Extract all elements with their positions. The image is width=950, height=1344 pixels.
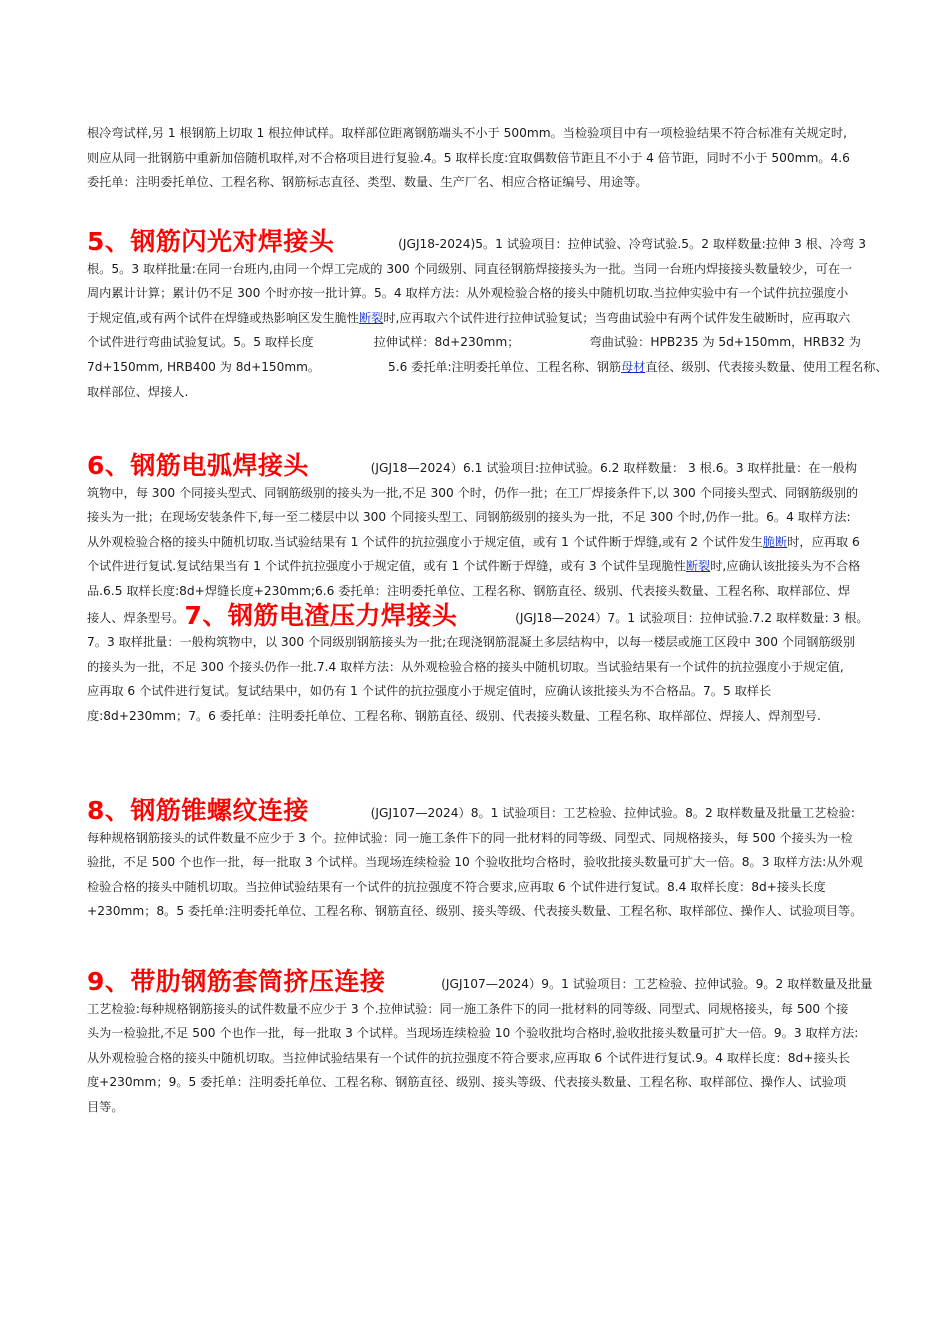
text-line: 目等。 bbox=[87, 1099, 124, 1114]
text-line: 度:8d+230mm；7。6 委托单：注明委托单位、工程名称、钢筋直径、级别、代表接头数量、工程名称、取样部位、焊接人、焊剂型号. bbox=[87, 708, 821, 723]
text-segment: 直径、级别、代表接头数量、使用工程名称、 bbox=[645, 359, 888, 374]
section-heading: 8、钢筋锥螺纹连接 bbox=[87, 796, 309, 825]
text-segment: 时，应再取 6 bbox=[787, 534, 860, 549]
text-segment: 从外观检验合格的接头中随机切取.当试验结果有 1 个试件的抗拉强度小于规定值，或有 1 个试件断于焊缝,或有 2 个试件发生 bbox=[87, 534, 763, 549]
text-line: 根。5。3 取样批量:在同一台班内,由同一个焊工完成的 300 个同级别、同直径钢筋焊接接头为一批。当同一台班内焊接接头数量较少，可在一 bbox=[87, 261, 853, 276]
text-segment: 个试件进行弯曲试验复试。5。5 取样长度 bbox=[87, 335, 314, 350]
text-segment: 时,应确认该批接头为不合格 bbox=[710, 559, 861, 574]
text-line: 的接头为一批，不足 300 个接头仍作一批.7.4 取样方法：从外观检验合格的接头中随机切取。当试验结果有一个试件的抗拉强度小于规定值, bbox=[87, 659, 844, 674]
text-line: 7。3 取样批量：一般构筑物中，以 300 个同级别钢筋接头为一批;在现浇钢筋混凝土多层结构中，以每一楼层或施工区段中 300 个同钢筋级别 bbox=[87, 635, 856, 650]
text-line: 从外观检验合格的接头中随机切取。当拉伸试验结果有一个试件的抗拉强度不符合要求,应再取 6 个试件进行复试.9。4 取样长度：8d+接头长 bbox=[87, 1050, 851, 1065]
text-line: 检验合格的接头中随机切取。当拉伸试验结果有一个试件的抗拉强度不符合要求,应再取 6 个试件进行复试。8.4 取样长度：8d+接头长度 bbox=[87, 879, 826, 894]
text-line: 取样部位、焊接人. bbox=[87, 384, 189, 399]
text-line: (JGJ107—2024）9。1 试验项目：工艺检验、拉伸试验。9。2 取样数量及批量 bbox=[441, 977, 873, 991]
text-line: (JGJ18—2024）6.1 试验项目:拉伸试验。6.2 取样数量： 3 根.6。3 取样批量：在一般构 bbox=[370, 461, 858, 475]
section-5 bbox=[87, 227, 888, 404]
section-8 bbox=[87, 796, 887, 924]
text-segment: 于规定值,或有两个试件在焊缝或热影响区发生脆性 bbox=[87, 310, 359, 325]
section-9 bbox=[87, 967, 887, 1120]
text-segment: 7d+150mm, HRB400 为 8d+150mm。 bbox=[87, 359, 321, 374]
section-heading: 7、钢筋电渣压力焊接头 bbox=[184, 600, 458, 630]
text-line: 头为一检验批,不足 500 个也作一批，每一批取 3 个试样。当现场连续检验 10 个验收批均合格时,验收批接头数量可扩大一倍。9。3 取样方法: bbox=[87, 1026, 859, 1041]
text-line: (JGJ18-2024)5。1 试验项目：拉伸试验、冷弯试验.5。2 取样数量:拉伸 3 根、冷弯 3 bbox=[398, 237, 866, 251]
link-fracture[interactable]: 断裂 bbox=[359, 310, 384, 325]
text-segment: 弯曲试验：HPB235 为 5d+150mm，HRB32 为 bbox=[589, 335, 861, 350]
text-segment: 5.6 委托单:注明委托单位、工程名称、钢筋 bbox=[388, 359, 622, 374]
text-line: 每种规格钢筋接头的试件数量不应少于 3 个。拉伸试验：同一施工条件下的同一批材料的同等级、同型式、同规格接头，每 500 个接头为一检 bbox=[87, 830, 853, 845]
section-heading: 9、带肋钢筋套筒挤压连接 bbox=[87, 967, 386, 996]
section-4-text bbox=[87, 121, 887, 195]
text-line: 则应从同一批钢筋中重新加倍随机取样,对不合格项目进行复验.4。5 取样长度:宜取偶数倍节距且不小于 4 倍节距，同时不小于 500mm。4.6 bbox=[87, 150, 850, 165]
link-base-material[interactable]: 母材 bbox=[621, 359, 646, 374]
text-segment: 时,应再取六个试件进行拉伸试验复试；当弯曲试验中有两个试件发生破断时，应再取六 bbox=[383, 310, 851, 325]
text-line: 接头为一批；在现场安装条件下,每一至二楼层中以 300 个同接头型工、同钢筋级别的接头为一批，不足 300 个时,仍作一批。6。4 取样方法: bbox=[87, 510, 851, 525]
text-line: 工艺检验:每种规格钢筋接头的试件数量不应少于 3 个.拉伸试验：同一施工条件下的同一批材料的同等级、同型式、同规格接头，每 500 个接 bbox=[87, 1001, 849, 1016]
link-fracture[interactable]: 断裂 bbox=[685, 559, 711, 574]
text-segment: 拉伸试样：8d+230mm； bbox=[373, 335, 520, 350]
text-line: (JGJ107—2024）8。1 试验项目：工艺检验、拉伸试验。8。2 取样数量及批量工艺检验: bbox=[370, 806, 855, 820]
section-heading: 6、钢筋电弧焊接头 bbox=[87, 451, 309, 480]
text-line: +230mm；8。5 委托单:注明委托单位、工程名称、钢筋直径、级别、接头等级、代表接头数量、工程名称、取样部位、操作人、试验项目等。 bbox=[87, 904, 863, 919]
text-line: 筑物中，每 300 个同接头型式、同钢筋级别的接头为一批,不足 300 个时，仍作一批；在工厂焊接条件下,以 300 个同接头型式、同钢筋级别的 bbox=[87, 485, 859, 500]
text-line: 品.6.5 取样长度:8d+焊缝长度+230mm;6.6 委托单：注明委托单位、工程名称、钢筋直径、级别、代表接头数量、工程名称、取样部位、焊 bbox=[87, 583, 851, 598]
text-line: 度+230mm；9。5 委托单：注明委托单位、工程名称、钢筋直径、级别、接头等级、代表接头数量、工程名称、取样部位、操作人、试验项 bbox=[87, 1075, 847, 1090]
text-line: 周内累计计算；累计仍不足 300 个时亦按一批计算。5。4 取样方法：从外观检验合格的接头中随机切取.当拉伸实验中有一个试件抗拉强度小 bbox=[87, 286, 849, 301]
section-6 bbox=[87, 451, 887, 729]
text-line: (JGJ18—2024）7。1 试验项目：拉伸试验.7.2 取样数量: 3 根。 bbox=[515, 610, 869, 625]
text-line: 委托单：注明委托单位、工程名称、钢筋标志直径、类型、数量、生产厂名、相应合格证编号、用途等。 bbox=[87, 175, 648, 190]
text-line: 验批，不足 500 个也作一批，每一批取 3 个试样。当现场连续检验 10 个验收批均合格时，验收批接头数量可扩大一倍。8。3 取样方法:从外观 bbox=[87, 855, 863, 870]
text-line: 根冷弯试样,另 1 根钢筋上切取 1 根拉伸试样。取样部位距离钢筋端头不小于 500mm。当检验项目中有一项检验结果不符合标准有关规定时, bbox=[87, 126, 847, 140]
text-segment: 接人、焊条型号。 bbox=[87, 610, 185, 625]
text-segment: 个试件进行复试.复试结果当有 1 个试件抗拉强度小于规定值，或有 1 个试件断于焊缝，或有 3 个试件呈现脆性 bbox=[87, 559, 686, 574]
link-brittle-fracture[interactable]: 脆断 bbox=[762, 534, 788, 549]
section-heading: 5、钢筋闪光对焊接头 bbox=[87, 227, 335, 256]
text-line: 应再取 6 个试件进行复试。复试结果中，如仍有 1 个试件的抗拉强度小于规定值时，应确认该批接头为不合格品。7。5 取样长 bbox=[87, 684, 772, 699]
